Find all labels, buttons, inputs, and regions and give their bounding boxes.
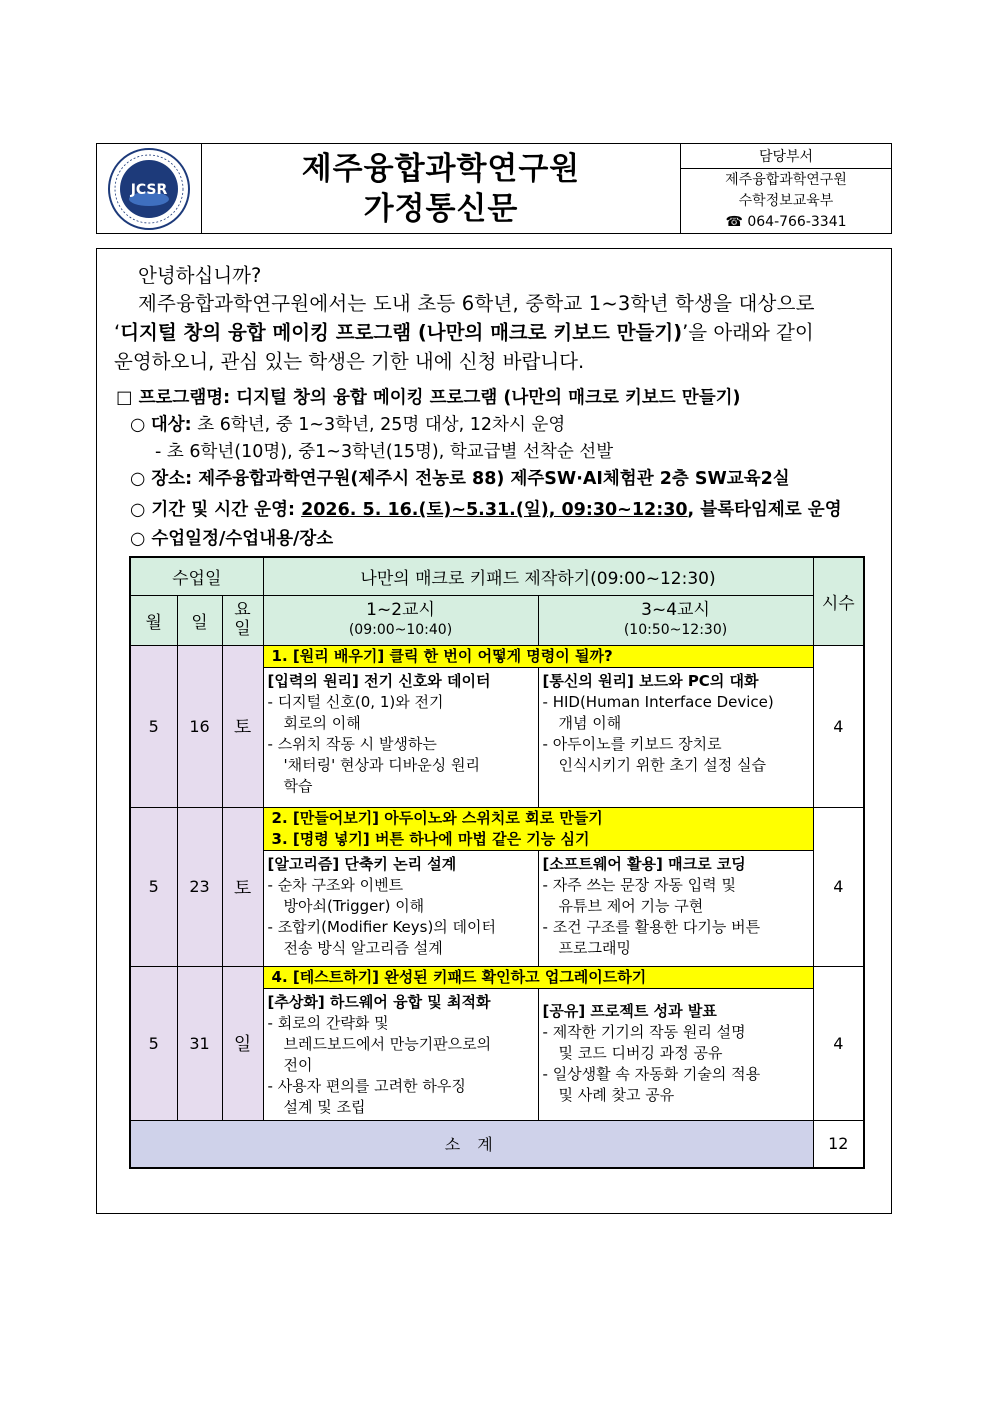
row-3-right-title: [공유] 프로젝트 성과 발표 [542, 1001, 717, 1020]
greeting: 안녕하십니까? [138, 264, 262, 287]
row-2-hours: 4 [813, 807, 864, 966]
list-item: - 일상생활 속 자동화 기술의 적용 [542, 1064, 761, 1083]
col-header-weekday: 요일 [222, 595, 263, 645]
row-2-right-title: [소프트웨어 활용] 매크로 코딩 [542, 854, 746, 873]
list-item: '채터링' 현상과 디바운싱 원리 [283, 755, 480, 774]
department-box [680, 144, 891, 233]
list-item: - 조합키(Modifier Keys)의 데이터 [267, 917, 497, 936]
list-item: - 순차 구조와 이벤트 [267, 875, 404, 894]
list-item: - 디지털 신호(0, 1)와 전기 [267, 692, 444, 711]
list-item: - 회로의 간략화 및 [267, 1013, 389, 1032]
row-3-banner: 4. [테스트하기] 완성된 키패드 확인하고 업그레이드하기 [263, 966, 813, 988]
period-label: 기간 및 시간 운영: [151, 500, 302, 520]
list-item: - 제작한 기기의 작동 원리 설명 [542, 1022, 746, 1041]
list-item: 인식시키기 위한 초기 설정 실습 [558, 755, 766, 774]
place-bullet: ○ [130, 469, 146, 489]
schedule-bullet: ○ [130, 529, 146, 549]
target-label: 대상: [150, 415, 192, 435]
department-org: 제주융합과학연구원 [725, 171, 847, 188]
title-institute: 제주융합과학연구원 [301, 150, 581, 187]
row-2-left-content [263, 850, 538, 966]
department-phone: ☎ 064-766-3341 [725, 213, 847, 230]
col-header-day: 수업일 [130, 557, 263, 595]
program-name-inline: 디지털 창의 융합 메이킹 프로그램 (나만의 매크로 키보드 만들기) [120, 321, 683, 344]
list-item: 회로의 이해 [283, 713, 361, 732]
title-notice: 가정통신문 [363, 190, 519, 227]
row-2-left-title: [알고리즘] 단축키 논리 설계 [267, 854, 457, 873]
period-bullet: ○ [130, 500, 146, 520]
letter-header [96, 143, 892, 234]
row-1-left-content [263, 667, 538, 807]
col-header-date: 일 [177, 595, 222, 645]
period-2-label: 3~4교시 [641, 600, 710, 620]
list-item: 전송 방식 알고리즘 설계 [283, 938, 443, 957]
list-item: 설계 및 조립 [283, 1097, 366, 1116]
list-item: - 조건 구조를 활용한 다기능 버튼 [542, 917, 761, 936]
list-item: - 자주 쓰는 문장 자동 입력 및 [542, 875, 736, 894]
row-3-right-content [538, 988, 813, 1120]
list-item: 브레드보드에서 만능기판으로의 [283, 1034, 492, 1053]
list-item: 학습 [283, 776, 313, 795]
row-3-date: 31 [177, 966, 222, 1120]
row-2-month: 5 [130, 807, 177, 966]
quote-open: ‘ [114, 321, 121, 344]
institute-logo [97, 144, 202, 233]
period-rest: , 블록타임제로 운영 [687, 500, 842, 520]
list-item: 프로그래밍 [558, 938, 631, 957]
period-1-time: (09:00~10:40) [348, 622, 453, 638]
program-name: □ 프로그램명: 디지털 창의 융합 메이킹 프로그램 (나만의 매크로 키보드 만들기) [116, 388, 741, 408]
subtotal-value: 12 [813, 1120, 864, 1168]
target-bullet: ○ [130, 415, 146, 435]
row-1-date: 16 [177, 645, 222, 807]
row-1-month: 5 [130, 645, 177, 807]
row-2-banner-line-2: 3. [명령 넣기] 버튼 하나에 마법 같은 기능 심기 [271, 829, 590, 848]
row-2-right-content [538, 850, 813, 966]
svg-text:JCSR: JCSR [130, 181, 168, 198]
col-header-hours: 시수 [813, 557, 864, 645]
row-2-banner-line-1: 2. [만들어보기] 아두이노와 스위치로 회로 만들기 [271, 808, 603, 827]
row-2-weekday: 토 [222, 807, 263, 966]
intro-line-2 [114, 317, 814, 345]
list-item: 유튜브 제어 기능 구현 [558, 896, 704, 915]
list-item: - 사용자 편의를 고려한 하우징 [267, 1076, 466, 1095]
list-item: 개념 이해 [558, 713, 622, 732]
schedule-line [130, 525, 333, 550]
row-3-hours: 4 [813, 966, 864, 1120]
target-sub: - 초 6학년(10명), 중1~3학년(15명), 학교급별 선착순 선발 [155, 442, 614, 462]
row-1-banner: 1. [원리 배우기] 클릭 한 번이 어떻게 명령이 될까? [263, 645, 813, 667]
row-3-left-content [263, 988, 538, 1120]
letter-title [202, 144, 680, 233]
row-3-left-title: [추상화] 하드웨어 융합 및 최적화 [267, 992, 491, 1011]
period-line [130, 496, 842, 521]
row-1-right-title: [통신의 원리] 보드와 PC의 대화 [542, 671, 759, 690]
row-3-month: 5 [130, 966, 177, 1120]
col-header-main: 나만의 매크로 키패드 제작하기(09:00~12:30) [263, 557, 813, 595]
list-item: 방아쇠(Trigger) 이해 [283, 896, 425, 915]
list-item: 및 코드 디버깅 과정 공유 [558, 1043, 723, 1062]
list-item: - HID(Human Interface Device) [542, 692, 774, 711]
list-item: 전이 [283, 1055, 313, 1074]
intro-line-2-rest: ’을 아래와 같이 [682, 321, 814, 344]
list-item: - 스위치 작동 시 발생하는 [267, 734, 437, 753]
place-line [130, 465, 790, 490]
place-value: 장소: 제주융합과학연구원(제주시 전농로 88) 제주SW·AI체험관 2층 SW교육2실 [151, 469, 790, 489]
row-1-weekday: 토 [222, 645, 263, 807]
subtotal-label: 소 계 [130, 1120, 813, 1168]
schedule-label: 수업일정/수업내용/장소 [151, 529, 334, 549]
jcsr-seal-icon [107, 147, 191, 231]
row-2-banner [263, 807, 813, 850]
col-header-month: 월 [130, 595, 177, 645]
col-header-period-1 [263, 595, 538, 645]
row-1-hours: 4 [813, 645, 864, 807]
target-value: 초 6학년, 중 1~3학년, 25명 대상, 12차시 운영 [191, 415, 566, 435]
department-label: 담당부서 [681, 144, 891, 169]
row-3-weekday: 일 [222, 966, 263, 1120]
intro-line-1: 제주융합과학연구원에서는 도내 초등 6학년, 중학교 1~3학년 학생을 대상으로 [138, 292, 815, 315]
schedule-table [129, 556, 865, 1169]
period-dates: 2026. 5. 16.(토)~5.31.(일), 09:30~12:30 [301, 500, 688, 520]
list-item: - 아두이노를 키보드 장치로 [542, 734, 722, 753]
intro-line-3: 운영하오니, 관심 있는 학생은 기한 내에 신청 바랍니다. [114, 350, 585, 373]
department-division: 수학정보교육부 [738, 192, 834, 209]
list-item: 및 사례 찾고 공유 [558, 1085, 675, 1104]
period-1-label: 1~2교시 [366, 600, 435, 620]
row-1-right-content [538, 667, 813, 807]
row-2-date: 23 [177, 807, 222, 966]
target-line [130, 411, 565, 436]
row-1-left-title: [입력의 원리] 전기 신호와 데이터 [267, 671, 491, 690]
period-2-time: (10:50~12:30) [623, 622, 728, 638]
col-header-period-2 [538, 595, 813, 645]
